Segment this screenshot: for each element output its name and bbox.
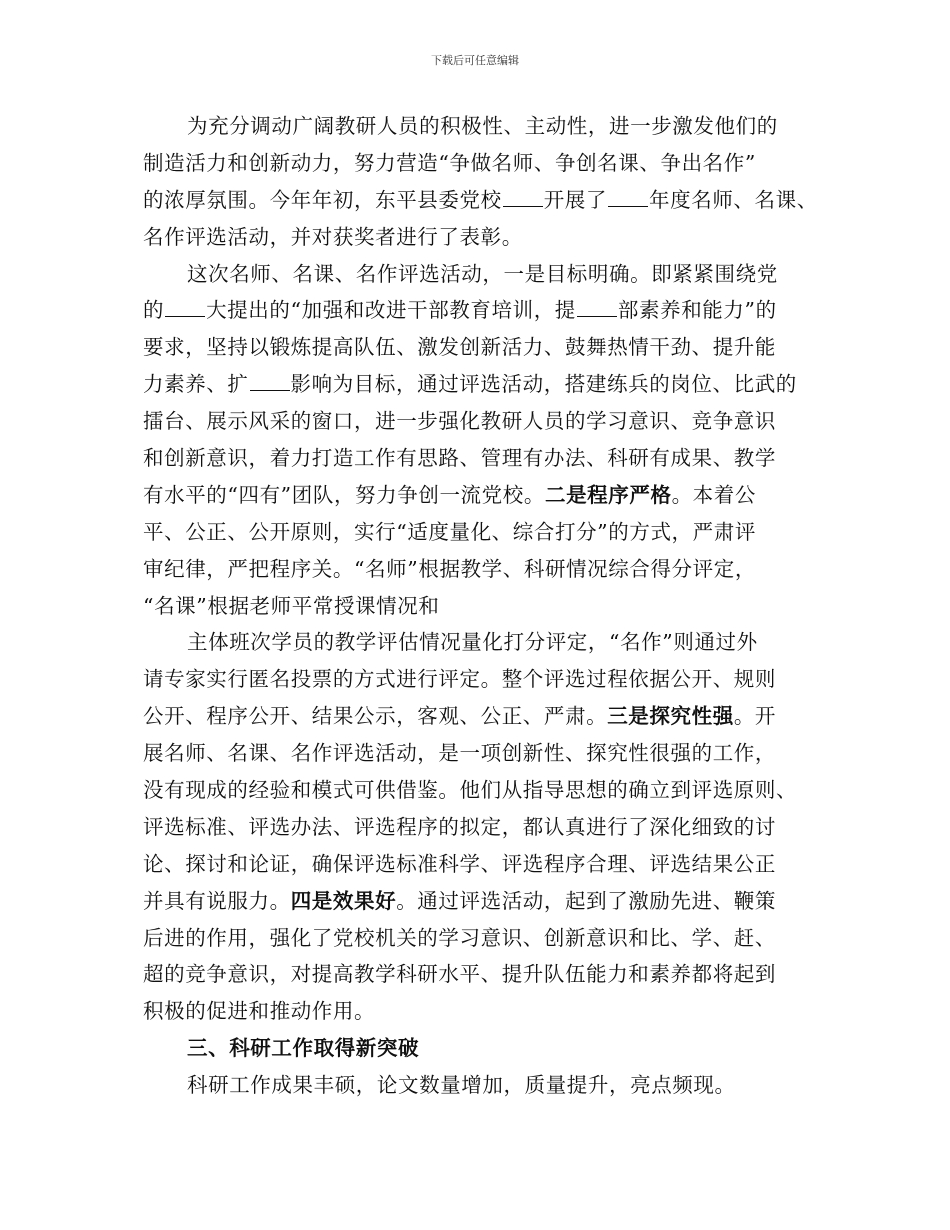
- section-heading: 三、科研工作取得新突破: [187, 1036, 420, 1061]
- text-line: 展名师、名课、名作评选活动，是一项创新性、探究性很强的工作，: [143, 741, 776, 766]
- blank-underline: [577, 296, 617, 317]
- blank-underline: [165, 296, 205, 317]
- text-line: [143, 883, 823, 920]
- text-run: 并具有说服力。: [143, 888, 291, 913]
- text-line: 为充分调动广阔教研人员的积极性、主动性，进一步激发他们的: [187, 114, 778, 138]
- text-line: 请专家实行匿名投票的方式进行评定。整个评选过程依据公开、规则: [143, 667, 776, 692]
- paragraph: [143, 256, 823, 625]
- text-line: 科研工作成果丰硕，论文数量增加，质量提升，亮点频现。: [187, 1073, 736, 1098]
- blank-underline: [503, 186, 543, 207]
- text-line: 超的竞争意识，对提高教学科研水平、提升队伍能力和素养都将起到: [143, 962, 776, 987]
- blank-underline: [608, 186, 648, 207]
- text-run: 的: [143, 298, 165, 323]
- text-line: 制造活力和创新动力，努力营造“争做名师、争创名课、争出名作”: [143, 150, 756, 175]
- text-run: 。开: [733, 704, 777, 729]
- paragraph: [143, 624, 823, 1030]
- text-run: 年度名师、名课、: [649, 187, 818, 212]
- document-body: [143, 108, 823, 1104]
- text-run: 。通过评选活动，起到了激励先进、鞭策: [396, 888, 777, 913]
- text-line: 这次名师、名课、名作评选活动，一是目标明确。即紧紧围绕党: [187, 261, 778, 286]
- text-run: 影响为目标，通过评选活动，搭建练兵的岗位、比武的: [290, 372, 797, 397]
- text-run: 开展了: [543, 187, 608, 212]
- text-line: 后进的作用，强化了党校机关的学习意识、创新意识和比、学、赶、: [143, 925, 776, 950]
- text-line: 擂台、展示风采的窗口，进一步强化教研人员的学习意识、竞争意识: [143, 409, 776, 434]
- text-line: 评选标准、评选办法、评选程序的拟定，都认真进行了深化细致的讨: [143, 814, 776, 839]
- text-run: 有水平的“四有”团队，努力争创一流党校。: [143, 482, 545, 507]
- text-line: 积极的促进和推动作用。: [143, 999, 376, 1024]
- text-run: 大提出的“加强和改进干部教育培训，提: [206, 298, 576, 323]
- text-line: 名作评选活动，并对获奖者进行了表彰。: [143, 224, 523, 249]
- paragraph: [143, 108, 823, 256]
- text-line: [143, 366, 823, 403]
- text-line: 要求，坚持以锻炼提高队伍、激发创新活力、鼓舞热情干劲、提升能: [143, 335, 776, 360]
- bold-emphasis: 二是程序严格: [544, 482, 672, 507]
- bold-emphasis: 三是探究性强: [607, 704, 734, 729]
- text-line: 没有现成的经验和模式可供借鉴。他们从指导思想的确立到评选原则、: [143, 778, 798, 803]
- text-line: “名课”根据老师平常授课情况和: [143, 593, 440, 618]
- text-line: 论、探讨和论证，确保评选标准科学、评选程序合理、评选结果公正: [143, 851, 776, 876]
- text-line: 主体班次学员的教学评估情况量化打分评定，“名作”则通过外: [187, 630, 758, 655]
- blank-underline: [250, 370, 290, 391]
- paragraph: [143, 1067, 823, 1104]
- text-line: 审纪律，严把程序关。“名师”根据教学、科研情况综合得分评定，: [143, 556, 756, 581]
- text-line: 和创新意识，着力打造工作有思路、管理有办法、科研有成果、教学: [143, 446, 776, 471]
- text-line: [143, 292, 823, 329]
- bold-emphasis: 四是效果好: [290, 888, 397, 913]
- text-run: 部素养和能力”的: [617, 298, 777, 323]
- text-run: 的浓厚氛围。今年年初，东平县委党校: [143, 187, 502, 212]
- text-line: [143, 698, 823, 735]
- text-line: [143, 477, 823, 514]
- page-header: 下载后可任意编辑: [431, 54, 519, 67]
- text-run: 公开、程序公开、结果公示，客观、公正、严肃。: [143, 704, 608, 729]
- text-run: 力素养、扩: [143, 372, 249, 397]
- text-line: [143, 182, 823, 219]
- text-run: 。本着公: [671, 482, 756, 507]
- text-line: 平、公正、公开原则，实行“适度量化、综合打分”的方式，严肃评: [143, 519, 756, 544]
